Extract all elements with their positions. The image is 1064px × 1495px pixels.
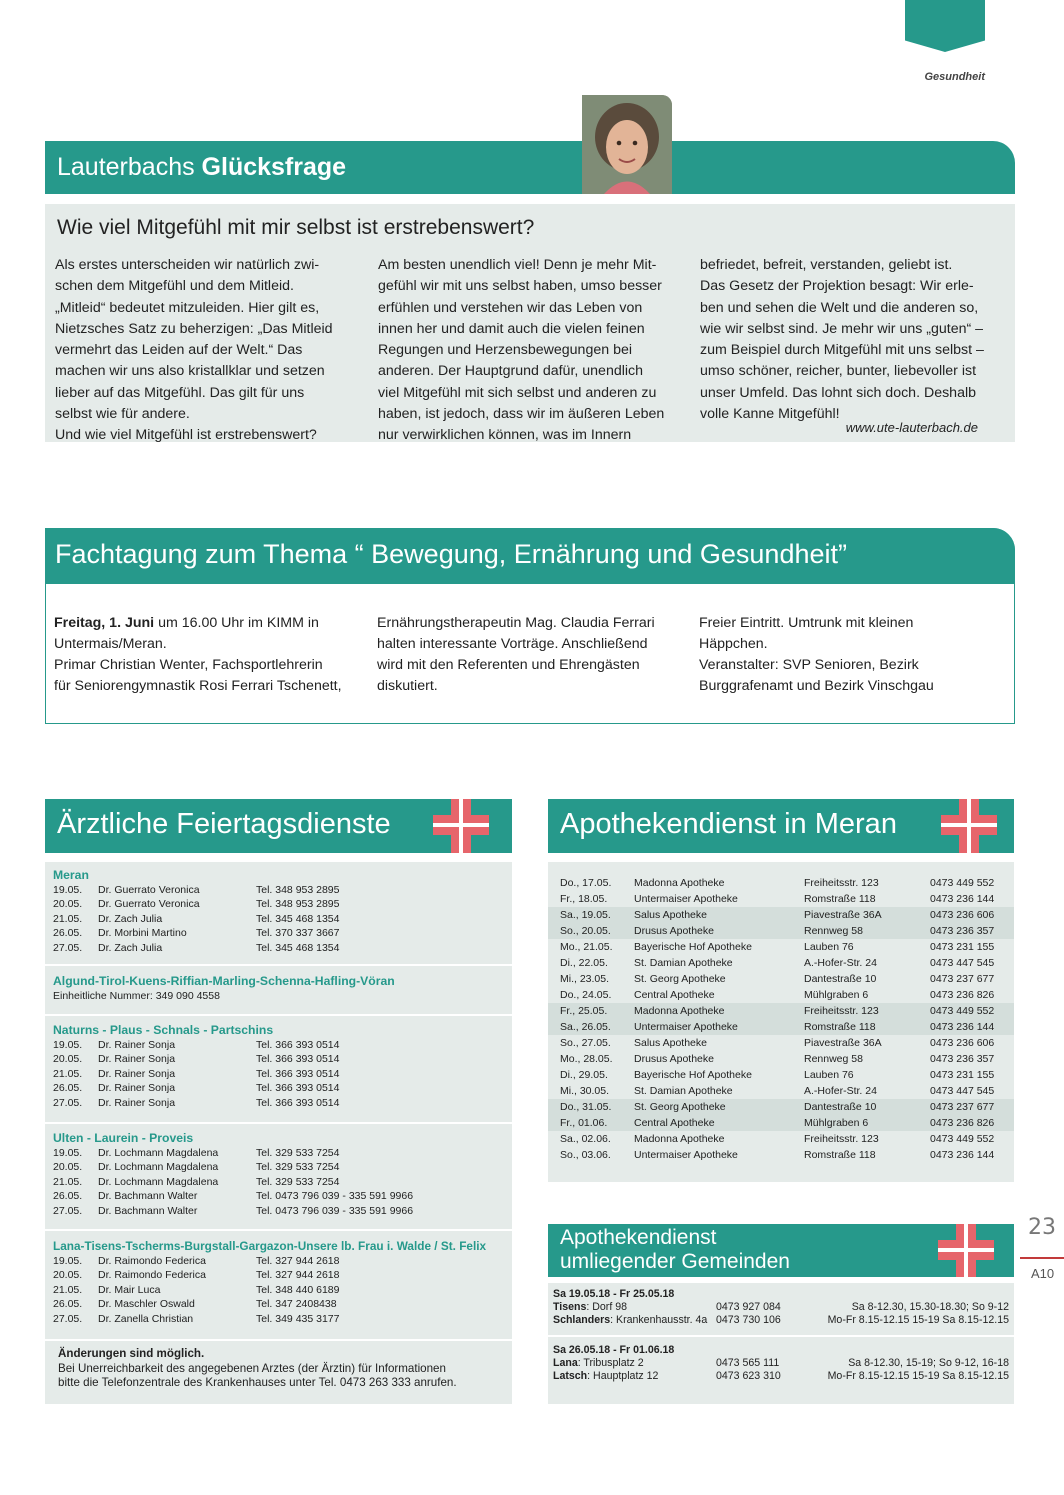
address-cell: Dantestraße 10	[804, 973, 877, 985]
glueck-title	[57, 153, 346, 182]
pharmacy-name-cell: Salus Apotheke	[634, 1037, 707, 1049]
phone-cell: 0473 449 552	[930, 1005, 995, 1017]
aerzte-title-bar	[45, 799, 512, 853]
text-line: zum Beispiel durch Mitgefühl mit uns selbst –	[700, 342, 984, 359]
phone-cell: 0473 236 357	[930, 1053, 995, 1065]
aerzte-section-meran	[53, 868, 508, 955]
fachtagung-column-2	[377, 613, 695, 697]
aerzte-section-lana	[53, 1239, 511, 1326]
text-line: lieber auf das Mitgefühl. Das gilt für uns	[55, 384, 305, 401]
address-cell: Freiheitsstr. 123	[804, 877, 879, 889]
doctor-row: 19.05. Dr. Lochmann Magdalena Tel. 329 533 7254	[53, 1147, 340, 1159]
section-title: Meran	[53, 868, 89, 882]
phone-cell: 0473 236 606	[930, 1037, 995, 1049]
pharmacy-row	[548, 891, 1014, 907]
phone-cell: 0473 236 144	[930, 893, 995, 905]
page-code: A10	[1031, 1266, 1055, 1281]
text-line: umso schöner, reicher, bunter, liebevoller ist	[700, 363, 977, 380]
date-cell: So., 03.06.	[560, 1149, 611, 1161]
text-span: um 16.00 Uhr im KIMM in	[154, 615, 319, 631]
address-cell: A.-Hofer-Str. 24	[804, 1085, 877, 1097]
pharmacy-row	[548, 1115, 1014, 1131]
text-line: bitte die Telefonzentrale des Krankenhauses unter Tel. 0473 263 333 anrufen.	[58, 1376, 457, 1389]
fachtagung-box	[45, 528, 1015, 724]
section-tab-marker	[905, 0, 985, 52]
event-date: Freitag, 1. Juni	[54, 615, 155, 631]
umliegend-block-1	[553, 1288, 1009, 1327]
pharmacy-row	[548, 987, 1014, 1003]
phone-cell: 0473 449 552	[930, 1133, 995, 1145]
date-cell: Fr., 25.05.	[560, 1005, 608, 1017]
glueck-title-regular: Lauterbachs	[57, 153, 202, 181]
period-label: Sa 26.05.18 - Fr 01.06.18	[553, 1344, 675, 1356]
section-divider	[45, 1122, 512, 1124]
umliegend-title-line-1: Apothekendienst	[560, 1226, 717, 1249]
text-line: befriedet, befreit, verstanden, geliebt ist.	[700, 257, 953, 273]
period-label: Sa 19.05.18 - Fr 25.05.18	[553, 1288, 675, 1300]
pharmacy-name-cell: Untermaiser Apotheke	[634, 1149, 738, 1161]
phone-cell: 0473 237 677	[930, 973, 995, 985]
aerzte-title: Ärztliche Feiertagsdienste	[57, 808, 391, 840]
text-line: erfühlen und verstehen wir das Leben von	[378, 299, 643, 316]
medical-cross-icon	[433, 799, 489, 853]
pharmacy-row	[548, 907, 1014, 923]
text-line: halten interessante Vorträge. Anschließend	[377, 636, 648, 652]
doctor-row: 27.05. Dr. Zach Julia Tel. 345 468 1354	[53, 941, 340, 954]
section-label: Gesundheit	[924, 71, 985, 83]
doctor-row: 21.05. Dr. Mair Luca Tel. 348 440 6189	[53, 1283, 340, 1296]
text-line: nur verwirklichen können, was im Innern	[378, 427, 632, 444]
pharmacy-row	[548, 875, 1014, 891]
pharmacy-name-cell: Bayerische Hof Apotheke	[634, 941, 752, 953]
pharmacy-row	[548, 923, 1014, 939]
page-number: 23	[1028, 1215, 1056, 1240]
aerzte-body	[45, 862, 512, 1404]
umliegend-block-2	[553, 1344, 1009, 1383]
pharmacy-row	[548, 1003, 1014, 1019]
doctor-row: 27.05. Dr. Bachmann Walter Tel. 0473 796 039 - 335 591 9966	[53, 1204, 414, 1217]
address-cell: Piavestraße 36A	[804, 1037, 882, 1049]
changes-note: Änderungen sind möglich.	[58, 1347, 205, 1360]
section-title: Naturns - Plaus - Schnals - Partschins	[53, 1023, 274, 1037]
phone-cell: 0473 449 552	[930, 877, 995, 889]
pharmacy-name-cell: St. Damian Apotheke	[634, 957, 733, 969]
text-line: innen her und damit auch die vielen feinen	[378, 320, 645, 337]
text-line: haben, ist jedoch, dass wir im äußeren Leben	[378, 406, 665, 423]
text-line: Und wie viel Mitgefühl ist erstrebenswert?	[55, 427, 317, 444]
section-divider	[45, 1339, 512, 1341]
pharmacy-name-cell: Drusus Apotheke	[634, 925, 714, 937]
text-line: unser Umfeld. Das lohnt sich doch. Deshalb	[700, 384, 977, 401]
pharmacy-name-cell: Drusus Apotheke	[634, 1053, 714, 1065]
umliegend-title-line-2: umliegender Gemeinden	[560, 1250, 790, 1273]
text-line: Bei Unerreichbarkeit des angegebenen Arztes (der Ärztin) für Informationen	[58, 1361, 446, 1375]
text-line: selbst wie für andere.	[55, 406, 190, 423]
phone-cell: 0473 236 357	[930, 925, 995, 937]
fachtagung-column-1	[54, 613, 372, 697]
date-cell: Sa., 19.05.	[560, 909, 611, 921]
text-line: Ernährungstherapeutin Mag. Claudia Ferrari	[377, 615, 655, 631]
medical-cross-icon	[941, 799, 997, 853]
doctor-row: 21.05. Dr. Lochmann Magdalena Tel. 329 533 7254	[53, 1175, 340, 1188]
date-cell: Sa., 26.05.	[560, 1021, 611, 1033]
pharmacy-row	[548, 1051, 1014, 1067]
text-line: Am besten unendlich viel! Denn je mehr Mit-	[378, 257, 657, 273]
date-cell: Mo., 21.05.	[560, 941, 613, 953]
date-cell: Fr., 18.05.	[560, 893, 608, 905]
doctor-row: 26.05. Dr. Morbini Martino Tel. 370 337 3667	[53, 927, 340, 940]
pharmacy-row	[548, 1147, 1014, 1163]
text-line: Regungen und Herzensbewegungen bei	[378, 342, 632, 359]
address-cell: Rennweg 58	[804, 925, 863, 937]
text-line: Veranstalter: SVP Senioren, Bezirk	[699, 657, 919, 673]
date-cell: Do., 31.05.	[560, 1101, 612, 1113]
phone-cell: 0473 236 606	[930, 909, 995, 921]
address-cell: Romstraße 118	[804, 1149, 876, 1161]
address-cell: A.-Hofer-Str. 24	[804, 957, 877, 969]
date-cell: So., 20.05.	[560, 925, 611, 937]
date-cell: Sa., 02.06.	[560, 1133, 611, 1145]
apotheke-table	[548, 875, 1014, 1163]
address-cell: Lauben 76	[804, 941, 854, 953]
umliegend-body	[548, 1283, 1014, 1404]
address-cell: Piavestraße 36A	[804, 909, 882, 921]
address-cell: Mühlgraben 6	[804, 989, 869, 1001]
text-line: vermehrt das Leiden auf der Welt.“ Das	[55, 342, 303, 359]
glueck-title-bar	[45, 141, 1015, 194]
glueck-question: Wie viel Mitgefühl mit mir selbst ist erstrebenswert?	[57, 216, 535, 239]
address-cell: Freiheitsstr. 123	[804, 1005, 879, 1017]
section-title: Ulten - Laurein - Proveis	[53, 1131, 194, 1145]
text-line: Das Gesetz der Projektion besagt: Wir erle-	[700, 278, 974, 295]
text-line: Untermais/Meran.	[54, 636, 167, 652]
pharmacy-name-cell: Madonna Apotheke	[634, 1005, 725, 1017]
text-line: wird mit den Referenten und Ehrengästen	[377, 657, 640, 673]
doctor-row: 21.05. Dr. Rainer Sonja Tel. 366 393 0514	[53, 1067, 340, 1080]
text-line: machen wir uns also kristallklar und setzen	[55, 363, 325, 380]
phone-cell: 0473 236 826	[930, 989, 995, 1001]
author-website-link[interactable]: www.ute-lauterbach.de	[845, 420, 978, 435]
pharmacy-name-cell: Madonna Apotheke	[634, 877, 725, 889]
pharmacy-name-cell: Salus Apotheke	[634, 909, 707, 921]
pharmacy-name-cell: Madonna Apotheke	[634, 1133, 725, 1145]
date-cell: Mi., 30.05.	[560, 1085, 610, 1097]
aerzte-section-ulten	[53, 1131, 508, 1218]
phone-cell: 0473 231 155	[930, 941, 995, 953]
glueck-column-3	[700, 255, 1010, 425]
fachtagung-title-bar	[45, 528, 1015, 584]
text-line: viel Mitgefühl mit sich selbst und anderen zu	[378, 384, 657, 401]
pharmacy-name-cell: St. Georg Apotheke	[634, 1101, 726, 1113]
section-title: Lana-Tisens-Tscherms-Burgstall-Gargazon-Unsere lb. Frau i. Walde / St. Felix	[53, 1239, 487, 1253]
apotheke-title: Apothekendienst in Meran	[560, 808, 897, 840]
umliegend-title-bar	[548, 1224, 1014, 1277]
address-cell: Lauben 76	[804, 1069, 854, 1081]
date-cell: Di., 29.05.	[560, 1069, 608, 1081]
umliegend-title	[560, 1226, 790, 1274]
fachtagung-column-3	[699, 613, 1009, 697]
pharmacy-row	[548, 1019, 1014, 1035]
date-cell: Mo., 28.05.	[560, 1053, 613, 1065]
pharmacy-name-cell: Untermaiser Apotheke	[634, 1021, 738, 1033]
doctor-row: 26.05. Dr. Maschler Oswald Tel. 347 2408438	[53, 1298, 337, 1311]
text-line: Häppchen.	[699, 636, 768, 652]
pharmacy-name-cell: St. Georg Apotheke	[634, 973, 726, 985]
date-cell: Di., 22.05.	[560, 957, 608, 969]
doctor-row: 27.05. Dr. Rainer Sonja Tel. 366 393 0514	[53, 1096, 340, 1109]
pharmacy-name-cell: Central Apotheke	[634, 1117, 715, 1129]
phone-cell: 0473 236 144	[930, 1021, 995, 1033]
pharmacy-row	[548, 1035, 1014, 1051]
phone-cell: 0473 447 545	[930, 957, 995, 969]
text-line: schen dem Mitgefühl und dem Mitleid.	[55, 278, 294, 295]
pharmacy-row	[548, 1131, 1014, 1147]
date-cell: Do., 17.05.	[560, 877, 612, 889]
glueck-body	[45, 204, 1015, 442]
text-line: Burggrafenamt und Bezirk Vinschgau	[699, 678, 934, 694]
text-line: „Mitleid“ bedeutet mitzuleiden. Hier gilt es,	[55, 299, 320, 316]
text-line	[54, 613, 372, 634]
address-cell: Dantestraße 10	[804, 1101, 877, 1113]
phone-cell: 0473 236 144	[930, 1149, 995, 1161]
address-cell: Rennweg 58	[804, 1053, 863, 1065]
pharmacy-name-cell: Untermaiser Apotheke	[634, 893, 738, 905]
text-line: anderen. Der Hauptgrund dafür, unendlich	[378, 363, 644, 380]
text-line: Nietzsches Satz zu beherzigen: „Das Mitleid	[55, 320, 333, 337]
pharmacy-name-cell: St. Damian Apotheke	[634, 1085, 733, 1097]
pharmacy-row	[548, 1067, 1014, 1083]
aerzte-section-naturns	[53, 1023, 508, 1110]
phone-cell: 0473 237 677	[930, 1101, 995, 1113]
pharmacy-row	[548, 955, 1014, 971]
text-line: für Seniorengymnastik Rosi Ferrari Tschenett,	[54, 678, 342, 694]
text-line: Als erstes unterscheiden wir natürlich zwi-	[55, 257, 320, 273]
pharmacy-name-cell: Central Apotheke	[634, 989, 715, 1001]
text-line: ben und sehen die Welt und die anderen so,	[700, 299, 979, 316]
section-note: Einheitliche Nummer: 349 090 4558	[53, 990, 220, 1002]
glueck-column-1	[55, 255, 365, 447]
pharmacy-row: Tisens : Dorf 98 0473 927 084 Sa 8-12.30, 15.30-18.30; So 9-12	[553, 1301, 1009, 1313]
text-line: volle Kanne Mitgefühl!	[700, 406, 840, 423]
pharmacy-row	[548, 971, 1014, 987]
aerzte-footer-note	[58, 1347, 508, 1391]
glueck-column-2	[378, 255, 688, 447]
doctor-row: 20.05. Dr. Rainer Sonja Tel. 366 393 0514	[53, 1053, 340, 1066]
section-divider	[45, 1229, 512, 1231]
text-line: Primar Christian Wenter, Fachsportlehrerin	[54, 657, 323, 673]
doctor-row: 19.05. Dr. Guerrato Veronica Tel. 348 953 2895	[53, 884, 340, 896]
section-title: Algund-Tirol-Kuens-Riffian-Marling-Schenna-Hafling-Vöran	[53, 974, 395, 988]
section-divider	[45, 1014, 512, 1016]
apotheke-body	[548, 862, 1014, 1182]
doctor-row: 19.05. Dr. Raimondo Federica Tel. 327 944 2618	[53, 1255, 340, 1267]
date-cell: So., 27.05.	[560, 1037, 611, 1049]
glueck-title-bold: Glücksfrage	[201, 153, 347, 181]
medical-cross-icon	[938, 1224, 994, 1277]
doctor-row: 20.05. Dr. Lochmann Magdalena Tel. 329 533 7254	[53, 1161, 340, 1174]
text-line: gefühl wir mit uns selbst haben, umso besser	[378, 278, 662, 295]
fachtagung-title: Fachtagung zum Thema “ Bewegung, Ernährung und Gesundheit”	[55, 539, 847, 569]
pharmacy-row: Latsch : Hauptplatz 12 0473 623 310 Mo-Fr 8.15-12.15 15-19 Sa 8.15-12.15	[553, 1370, 1009, 1382]
date-cell: Mi., 23.05.	[560, 973, 610, 985]
pharmacy-row	[548, 1099, 1014, 1115]
address-cell: Romstraße 118	[804, 1021, 876, 1033]
pharmacy-row	[548, 1083, 1014, 1099]
doctor-row: 19.05. Dr. Rainer Sonja Tel. 366 393 0514	[53, 1039, 340, 1051]
apotheke-title-bar	[548, 799, 1014, 853]
doctor-row: 27.05. Dr. Zanella Christian Tel. 349 435 3177	[53, 1312, 340, 1325]
pharmacy-row	[548, 939, 1014, 955]
pharmacy-row: Schlanders : Krankenhausstr. 4a 0473 730 106 Mo-Fr 8.15-12.15 15-19 Sa 8.15-12.15	[553, 1314, 1009, 1326]
address-cell: Freiheitsstr. 123	[804, 1133, 879, 1145]
doctor-row: 20.05. Dr. Guerrato Veronica Tel. 348 953 2895	[53, 898, 340, 911]
doctor-row: 26.05. Dr. Rainer Sonja Tel. 366 393 0514	[53, 1082, 340, 1095]
doctor-row: 26.05. Dr. Bachmann Walter Tel. 0473 796 039 - 335 591 9966	[53, 1190, 414, 1203]
phone-cell: 0473 447 545	[930, 1085, 995, 1097]
doctor-row: 20.05. Dr. Raimondo Federica Tel. 327 944 2618	[53, 1269, 340, 1282]
address-cell: Romstraße 118	[804, 893, 876, 905]
section-divider	[45, 964, 512, 966]
pharmacy-name-cell: Bayerische Hof Apotheke	[634, 1069, 752, 1081]
doctor-row: 21.05. Dr. Zach Julia Tel. 345 468 1354	[53, 912, 340, 925]
pharmacy-row: Lana : Tribusplatz 2 0473 565 111 Sa 8-12.30, 15-19; So 9-12, 16-18	[553, 1357, 1009, 1369]
section-divider	[548, 1335, 1014, 1337]
date-cell: Fr., 01.06.	[560, 1117, 608, 1129]
page-number-rule	[1020, 1257, 1064, 1259]
text-line: Freier Eintritt. Umtrunk mit kleinen	[699, 615, 914, 631]
phone-cell: 0473 231 155	[930, 1069, 995, 1081]
date-cell: Do., 24.05.	[560, 989, 612, 1001]
address-cell: Mühlgraben 6	[804, 1117, 869, 1129]
phone-cell: 0473 236 826	[930, 1117, 995, 1129]
text-line: diskutiert.	[377, 678, 438, 694]
text-line: wie wir selbst sind. Je mehr wir uns „guten“ –	[700, 320, 984, 337]
aerzte-section-algund	[53, 974, 508, 1003]
author-portrait	[582, 95, 672, 194]
